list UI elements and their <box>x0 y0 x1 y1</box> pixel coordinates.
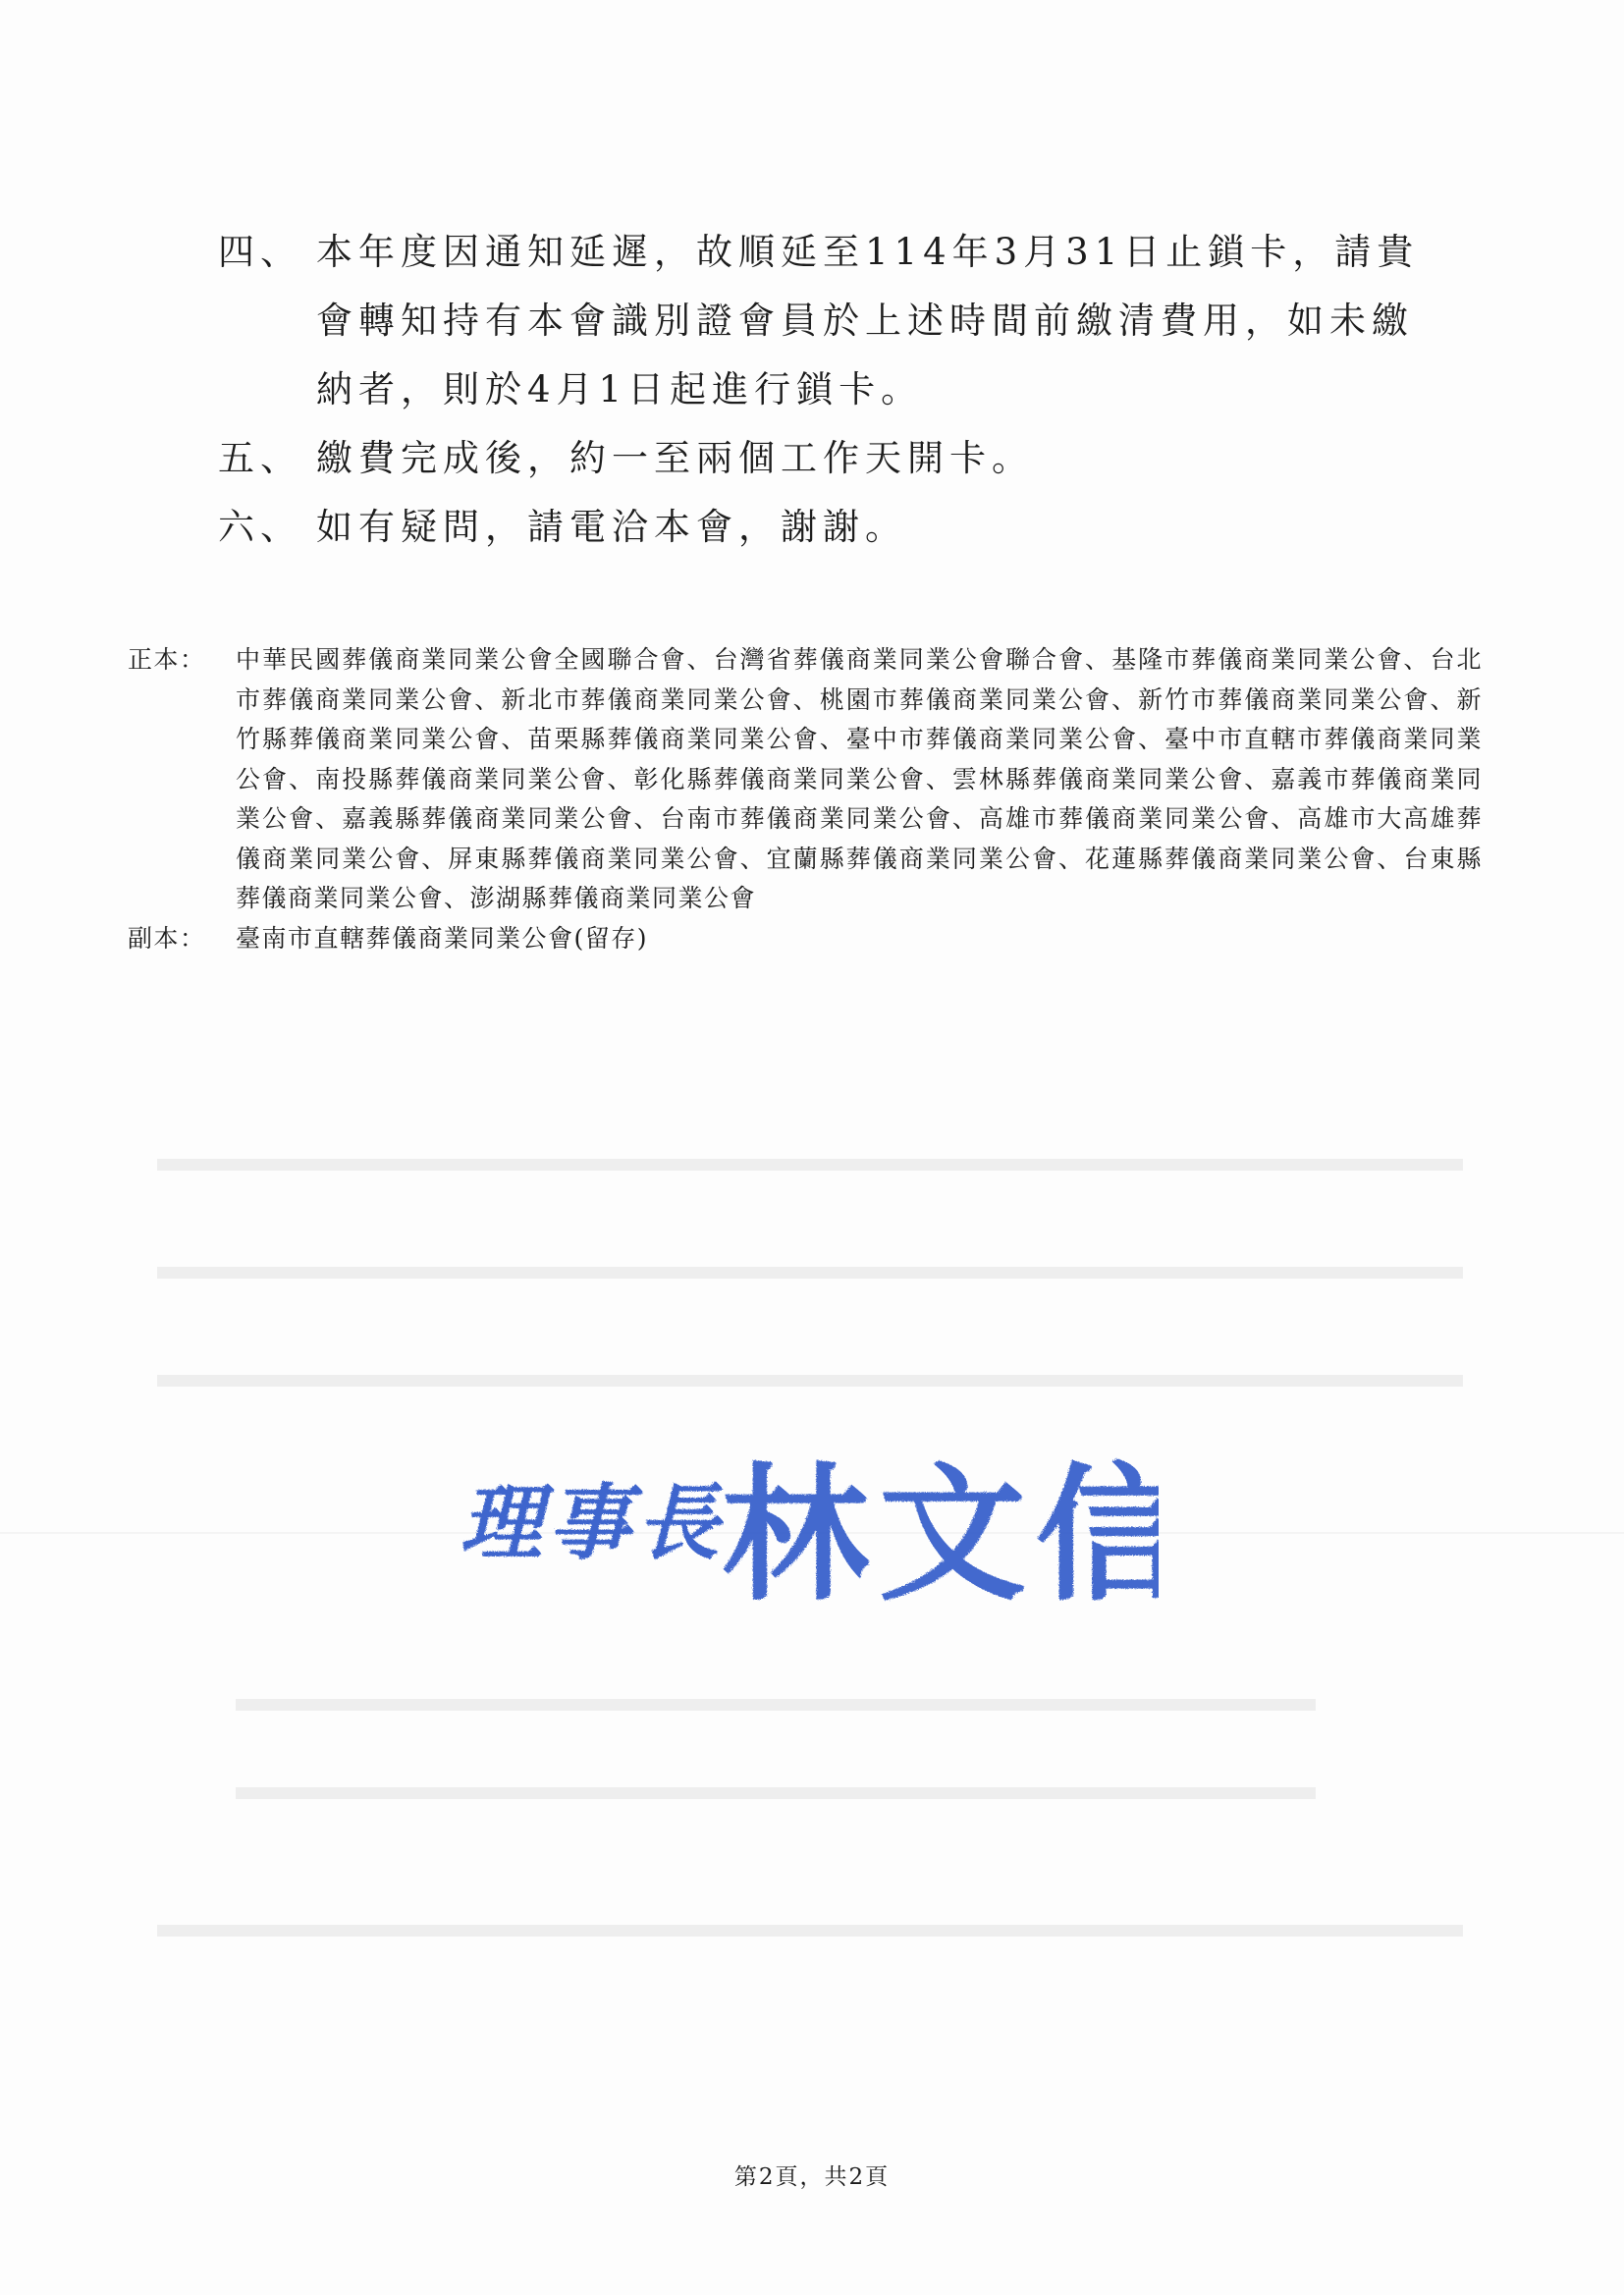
copy-recipients-text: 臺南市直轄葬儀商業同業公會(留存) <box>236 923 649 953</box>
original-recipients-text: 中華民國葬儀商業同業公會全國聯合會、台灣省葬儀商業同業公會聯合會、基隆市葬儀商業同業公會、台北市葬儀商業同業公會、新北市葬儀商業同業公會、桃園市葬儀商業同業公會、新竹市葬儀商業同業公會、新竹縣葬儀商業同業公會、苗栗縣葬儀商業同業公會、臺中市葬儀商業同業公會、臺中市直轄市葬儀商業同業公會、南投縣葬儀商業同業公會、彰化縣葬儀商業同業公會、雲林縣葬儀商業同業公會、嘉義市葬儀商業同業公會、嘉義縣葬儀商業同業公會、台南市葬儀商業同業公會、高雄市葬儀商業同業公會、高雄市大高雄葬儀商業同業公會、屏東縣葬儀商業同業公會、宜蘭縣葬儀商業同業公會、花蓮縣葬儀商業同業公會、台東縣葬儀商業同業公會、澎湖縣葬儀商業同業公會 <box>236 645 1483 912</box>
item-four-continuation: 納者，則於4月1日起進行鎖卡。 <box>316 368 924 410</box>
item-six <box>218 493 1455 562</box>
distribution-list <box>128 640 1483 958</box>
signature-name: 林文信 <box>722 1448 1159 1621</box>
copy-recipients <box>128 919 1483 959</box>
bleed-through <box>157 1267 1463 1279</box>
original-label: 正本： <box>128 645 206 674</box>
copy-label: 副本： <box>128 923 206 953</box>
item-number: 五、 <box>218 437 302 479</box>
bleed-through <box>236 1699 1316 1711</box>
page-number: 第2頁，共2頁 <box>733 2164 891 2190</box>
item-text: 如有疑問，請電洽本會，謝謝。 <box>316 506 907 548</box>
item-number: 六、 <box>218 506 302 548</box>
numbered-items <box>218 218 1455 562</box>
chairman-signature-stamp <box>452 1414 1159 1650</box>
item-number: 四、 <box>218 231 302 273</box>
original-recipients <box>128 640 1483 919</box>
bleed-through <box>157 1159 1463 1171</box>
item-text: 本年度因通知延遲，故順延至114年3月31日止鎖卡，請貴 <box>316 231 1420 273</box>
item-text: 繳費完成後，約一至兩個工作天開卡。 <box>316 437 1034 479</box>
item-four-continuation: 會轉知持有本會識別證會員於上述時間前繳清費用，如未繳 <box>316 300 1414 342</box>
bleed-through <box>157 1925 1463 1937</box>
item-five <box>218 424 1455 493</box>
signature-title: 理事長 <box>460 1474 726 1571</box>
item-four <box>218 218 1455 287</box>
bleed-through <box>236 1787 1316 1799</box>
bleed-through <box>157 1375 1463 1387</box>
